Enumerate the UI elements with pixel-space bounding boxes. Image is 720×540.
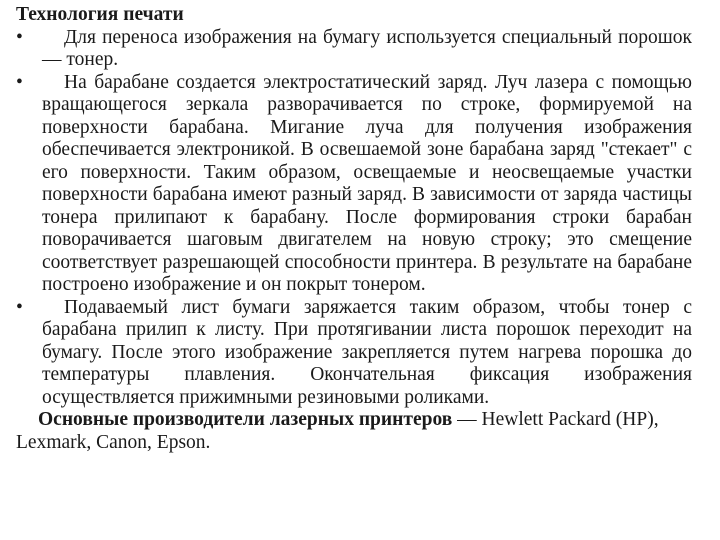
manufacturers-list: — Hewlett Packard (HP), Lexmark, Canon, Epson. — [16, 409, 659, 453]
bullet-text: Для переноса изображения на бумагу используется специальный порошок — тонер. — [42, 26, 692, 70]
bullet-item-toner — [16, 27, 692, 72]
bullet-marker: • — [16, 26, 23, 48]
bullet-item-drum — [16, 72, 692, 297]
bullet-marker: • — [16, 71, 23, 93]
bullet-marker: • — [16, 296, 23, 318]
document-title: Технология печати — [16, 4, 184, 25]
bullet-text: Подаваемый лист бумаги заряжается таким образом, чтобы тонер с барабана прилип к листу. При протягивании листа порошок переходит на бумагу. После этого изображение закрепляется путем нагрева порошка до температуры плавления. Окончательная фиксация изображения осуществляется прижимными резиновыми роликами. — [42, 296, 692, 408]
manufacturers-paragraph — [16, 409, 692, 454]
manufacturers-label: Основные производители лазерных принтеров — [38, 409, 453, 430]
document-body — [16, 4, 692, 454]
bullet-item-paper — [16, 297, 692, 410]
bullet-text: На барабане создается электростатический заряд. Луч лазера с помощью вращающегося зеркала разворачивается по строке, формируемой на поверхности барабана. Мигание луча для получения изображения обеспечивается электроникой. В освешаемой зоне барабана заряд "стекает" с его поверхности. Таким образом, освещаемые и неосвещаемые участки поверхности барабана имеют разный заряд. В зависимости от заряда частицы тонера прилипают к барабану. После формирования строки барабан поворачивается шаговым двигателем на новую строку; это смещение соответствует разрешающей способности принтера. В результате на барабане построено изображение и он покрыт тонером. — [42, 71, 692, 295]
